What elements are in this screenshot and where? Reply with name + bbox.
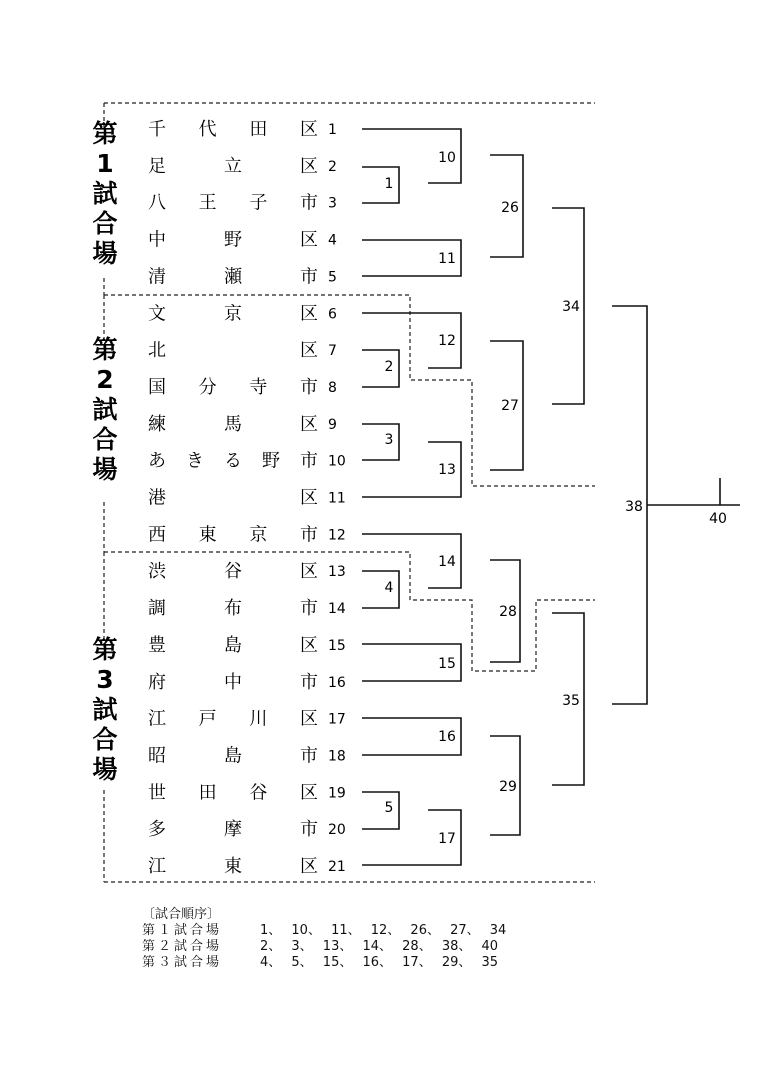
- match-order-venue: 第３試合場: [142, 955, 223, 970]
- team-seed-number: 2: [328, 158, 337, 175]
- team-name-char: 摩: [224, 819, 242, 841]
- team-name-char: 八: [148, 192, 166, 214]
- team-name-char: 北: [148, 340, 166, 362]
- match-number: 34: [562, 299, 580, 315]
- match-number: 28: [499, 604, 517, 620]
- team-name-char: 子: [249, 192, 268, 214]
- match-order-row: [142, 939, 506, 955]
- match-number: 10: [438, 150, 456, 166]
- team-name-char: 文: [148, 303, 166, 325]
- venue-border-line: [104, 552, 595, 671]
- team-name-char: 区: [300, 487, 318, 509]
- match-order-row: [142, 955, 506, 971]
- team-name-char: 市: [300, 671, 318, 693]
- team-name-char: 府: [148, 671, 166, 693]
- team-name-char: 京: [249, 524, 268, 546]
- venue-label-char: 3: [96, 665, 114, 694]
- team-labels: [148, 119, 346, 877]
- venue-label-char: 場: [92, 455, 118, 484]
- team-name-char: 市: [300, 524, 318, 546]
- team-name-char: 世: [148, 782, 166, 804]
- team-name-char: 区: [300, 119, 318, 140]
- team-name-char: 区: [300, 856, 318, 877]
- team-seed-number: 21: [328, 859, 346, 875]
- team-name-char: 区: [300, 561, 318, 583]
- team-name-char: 王: [198, 192, 217, 214]
- venue-label-char: 2: [96, 365, 114, 394]
- match-number: 3: [384, 432, 394, 448]
- team-name-char: 区: [300, 413, 318, 435]
- team-name-char: 市: [300, 819, 318, 841]
- team-seed-number: 8: [328, 379, 337, 396]
- team-name-char: る: [224, 450, 242, 472]
- match-number: 14: [438, 554, 456, 570]
- team-seed-number: 6: [328, 306, 337, 323]
- team-name-char: 馬: [224, 413, 242, 435]
- team-seed-number: 12: [328, 527, 346, 544]
- match-order-sequence: 2、 3、 13、 14、 28、 38、 40: [260, 939, 499, 954]
- team-name-char: 区: [300, 229, 318, 251]
- venue-label-char: 試: [92, 395, 118, 424]
- team-seed-number: 20: [328, 822, 346, 839]
- team-name-char: 昭: [148, 745, 166, 767]
- match-number: 27: [501, 398, 519, 414]
- team-seed-number: 1: [328, 122, 337, 138]
- team-seed-number: 14: [328, 601, 346, 618]
- team-seed-number: 5: [328, 269, 337, 286]
- team-name-char: 多: [148, 819, 166, 841]
- venue-label-char: 合: [92, 425, 118, 454]
- team-name-char: 市: [300, 745, 318, 767]
- venue-label-char: 場: [92, 239, 118, 268]
- match-number: 29: [499, 779, 517, 795]
- team-name-char: 港: [148, 487, 166, 509]
- match-number: 40: [709, 511, 727, 527]
- team-name-char: 調: [148, 598, 166, 620]
- match-number: 4: [384, 580, 394, 596]
- match-number: 2: [384, 359, 394, 375]
- team-name-char: き: [186, 450, 204, 472]
- venue-label-char: 第: [92, 119, 118, 148]
- match-number: 12: [438, 333, 456, 349]
- team-name-char: 清: [148, 266, 166, 288]
- team-name-char: 川: [249, 708, 268, 730]
- team-name-char: 京: [224, 303, 242, 325]
- team-name-char: 東: [198, 524, 217, 546]
- bracket-lines: [362, 129, 740, 865]
- match-number: 15: [438, 656, 456, 672]
- team-name-char: 区: [300, 782, 318, 804]
- team-seed-number: 19: [328, 785, 346, 802]
- team-name-char: 江: [148, 708, 166, 730]
- venue-label-char: 試: [92, 695, 118, 724]
- match-order: [142, 907, 506, 971]
- team-seed-number: 4: [328, 232, 337, 249]
- match-order-venue: 第１試合場: [142, 923, 223, 938]
- match-order-title: 〔試合順序〕: [142, 907, 221, 922]
- team-name-char: 中: [148, 229, 166, 251]
- match-number: 16: [438, 729, 456, 745]
- team-name-char: 区: [300, 155, 318, 177]
- venue-borders: [104, 103, 595, 882]
- match-labels: [385, 150, 727, 847]
- team-seed-number: 13: [328, 564, 346, 581]
- team-seed-number: 17: [328, 711, 346, 728]
- team-name-char: 布: [224, 598, 242, 620]
- match-order-sequence: 4、 5、 15、 16、 17、 29、 35: [260, 955, 499, 970]
- team-seed-number: 11: [328, 490, 346, 507]
- team-name-char: 市: [300, 450, 318, 472]
- team-name-char: 江: [148, 856, 166, 877]
- venue-label-char: 合: [92, 209, 118, 238]
- team-name-char: 千: [148, 119, 166, 140]
- venue-label-char: 第: [92, 635, 118, 664]
- match-number: 1: [384, 176, 394, 192]
- team-seed-number: 3: [328, 195, 337, 212]
- team-name-char: 田: [198, 782, 217, 804]
- team-name-char: 代: [198, 119, 217, 140]
- venue-label-char: 試: [92, 179, 118, 208]
- team-name-char: 谷: [224, 561, 242, 583]
- team-name-char: 中: [224, 671, 242, 693]
- match-order-row: [142, 923, 506, 939]
- match-number: 17: [438, 831, 456, 847]
- team-name-char: 市: [300, 598, 318, 620]
- team-seed-number: 18: [328, 748, 346, 765]
- team-name-char: 島: [224, 745, 242, 767]
- venue-border-line: [104, 295, 595, 486]
- match-number: 38: [625, 499, 643, 515]
- team-name-char: 島: [224, 634, 242, 656]
- team-name-char: 区: [300, 708, 318, 730]
- team-seed-number: 16: [328, 674, 346, 691]
- team-seed-number: 15: [328, 637, 346, 654]
- match-number: 26: [501, 200, 519, 216]
- team-seed-number: 10: [328, 453, 346, 470]
- venue-label-char: 合: [92, 725, 118, 754]
- team-name-char: 野: [224, 229, 242, 251]
- match-order-venue: 第２試合場: [142, 939, 223, 954]
- team-name-char: 西: [148, 524, 166, 546]
- team-name-char: 区: [300, 634, 318, 656]
- team-seed-number: 9: [328, 416, 337, 433]
- team-name-char: 寺: [249, 376, 268, 398]
- team-name-char: 渋: [148, 561, 166, 583]
- team-name-char: 市: [300, 266, 318, 288]
- team-name-char: 野: [262, 450, 280, 472]
- team-name-char: 区: [300, 303, 318, 325]
- team-name-char: 分: [198, 376, 217, 398]
- team-name-char: 東: [224, 856, 242, 877]
- team-name-char: 田: [249, 119, 268, 140]
- team-name-char: 谷: [249, 782, 268, 804]
- team-name-char: あ: [148, 450, 166, 472]
- team-name-char: 瀬: [224, 266, 242, 288]
- team-name-char: 豊: [148, 634, 166, 656]
- team-name-char: 国: [148, 376, 166, 398]
- team-name-char: 区: [300, 340, 318, 362]
- team-name-char: 市: [300, 376, 318, 398]
- venue-label-char: 第: [92, 335, 118, 364]
- match-number: 11: [438, 251, 456, 267]
- team-name-char: 足: [148, 155, 166, 177]
- team-name-char: 市: [300, 192, 318, 214]
- team-name-char: 立: [224, 155, 242, 177]
- match-number: 5: [384, 800, 394, 816]
- venue-label-char: 1: [96, 149, 114, 178]
- match-order-sequence: 1、 10、 11、 12、 26、 27、 34: [260, 923, 507, 938]
- venue-label-char: 場: [92, 755, 118, 784]
- match-number: 35: [562, 693, 580, 709]
- team-seed-number: 7: [328, 343, 337, 360]
- team-name-char: 戸: [198, 708, 217, 730]
- match-number: 13: [438, 462, 456, 478]
- venue-labels: [92, 119, 117, 784]
- team-name-char: 練: [148, 413, 166, 435]
